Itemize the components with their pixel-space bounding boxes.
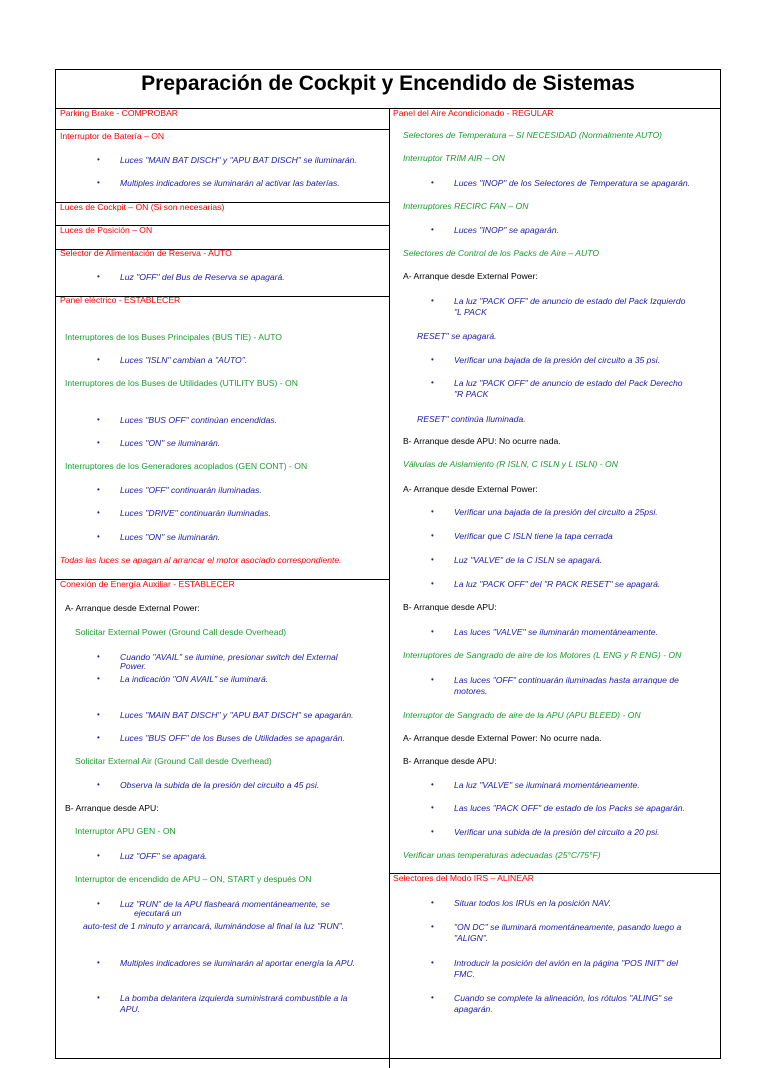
bullet-icon: • [431,898,434,907]
left-line: Panel eléctrico - ESTABLECER [60,295,181,305]
right-line: Selectores de Temperatura – SI NECESIDAD (Normalmente AUTO) [403,130,663,140]
left-line: Luces de Cockpit – ON (Si son necesarias) [60,202,225,212]
right-line: "ON DC" se iluminará momentáneamente, pasando luego a [454,922,682,932]
left-line: Selector de Alimentación de Reserva - AUTO [60,248,232,258]
bullet-icon: • [431,531,434,540]
left-line: B- Arranque desde APU: [65,803,159,813]
bullet-icon: • [431,993,434,1002]
bullet-icon: • [97,780,100,789]
section-rule [56,202,389,203]
bullet-icon: • [431,780,434,789]
right-line: La luz "PACK OFF" de anuncio de estado del Pack Izquierdo [454,296,686,306]
bullet-icon: • [97,272,100,281]
right-line: B- Arranque desde APU: No ocurre nada. [403,436,561,446]
left-line: Interruptor de encendido de APU – ON, START y después ON [75,874,312,884]
left-line: auto-test de 1 minuto y arrancará, iluminándose al final la luz "RUN". [83,921,345,931]
left-line: Solicitar External Power (Ground Call desde Overhead) [75,627,287,637]
right-line: B- Arranque desde APU: [403,756,497,766]
right-line: Interruptor TRIM AIR – ON [403,153,505,163]
bullet-icon: • [97,485,100,494]
left-line: Cuando "AVAIL" se ilumine, presionar switch del External [120,652,338,662]
left-line: APU. [120,1004,141,1014]
bullet-icon: • [97,851,100,860]
right-line: Selectores del Modo IRS – ALINEAR [393,873,534,883]
right-line: apagarán. [454,1004,493,1014]
right-line: Luces "INOP" de los Selectores de Temperatura se apagarán. [454,178,691,188]
left-line: Luces de Posición – ON [60,225,153,235]
left-line: A- Arranque desde External Power: [65,603,200,613]
section-rule [56,579,389,580]
left-line: Interruptores de los Buses de Utilidades (UTILITY BUS) - ON [65,378,298,388]
right-line: La luz "VALVE" se iluminará momentáneamente. [454,780,640,790]
left-line: Conexión de Energía Auxiliar - ESTABLECER [60,579,235,589]
left-line: Interruptores de los Generadores acoplados (GEN CONT) - ON [65,461,308,471]
right-line: Luz "VALVE" de la C ISLN se apagará. [454,555,602,565]
right-line: RESET" se apagará. [417,331,497,341]
bullet-icon: • [97,958,100,967]
bullet-icon: • [97,899,100,908]
bullet-icon: • [431,958,434,967]
right-line: A- Arranque desde External Power: [403,271,538,281]
bullet-icon: • [431,922,434,931]
right-line: Verificar unas temperaturas adecuadas (25°C/75°F) [403,850,601,860]
right-line: A- Arranque desde External Power: [403,484,538,494]
right-line: "ALIGN". [454,933,489,943]
left-line: ejecutará un [134,908,182,918]
right-line: RESET" continúa Iluminada. [417,414,526,424]
bullet-icon: • [431,178,434,187]
left-line: Multiples indicadores se iluminarán al activar las baterías. [120,178,340,188]
bullet-icon: • [431,296,434,305]
left-line: Todas las luces se apagan al arrancar el motor asociado correspondiente. [60,555,342,565]
bullet-icon: • [97,415,100,424]
left-line: Multiples indicadores se iluminarán al aportar energía la APU. [120,958,356,968]
section-rule [56,225,389,226]
right-line: FMC. [454,969,476,979]
section-rule [56,296,389,297]
left-line: Power. [120,661,147,671]
bullet-icon: • [431,803,434,812]
right-line: Interruptor de Sangrado de aire de la APU (APU BLEED) - ON [403,710,641,720]
right-line: Luces "INOP" se apagarán. [454,225,559,235]
right-line: Cuando se complete la alineación, los rótulos "ALING" se [454,993,673,1003]
right-line: Verificar que C ISLN tiene la tapa cerrada [454,531,613,541]
bullet-icon: • [431,555,434,564]
left-line: Luces "BUS OFF" de los Buses de Utilidades se apagarán. [120,733,345,743]
left-line: La bomba delantera izquierda suministrará combustible a la [120,993,348,1003]
right-line: La luz "PACK OFF" de anuncio de estado del Pack Derecho [454,378,683,388]
right-line: "L PACK [454,307,487,317]
left-line: Interruptor APU GEN - ON [75,826,176,836]
right-line: B- Arranque desde APU: [403,602,497,612]
bullet-icon: • [431,355,434,364]
bullet-icon: • [431,507,434,516]
right-line: "R PACK [454,389,489,399]
right-line: Las luces "PACK OFF" de estado de los Packs se apagarán. [454,803,685,813]
left-line: Luces "MAIN BAT DISCH" y "APU BAT DISCH" se apagarán. [120,710,354,720]
bullet-icon: • [431,627,434,636]
page-title: Preparación de Cockpit y Encendido de Sistemas [56,70,720,109]
right-line: Válvulas de Aislamiento (R ISLN, C ISLN y L ISLN) - ON [403,459,618,469]
bullet-icon: • [97,438,100,447]
right-line: Situar todos los IRUs en la posición NAV. [454,898,611,908]
bullet-icon: • [97,178,100,187]
bullet-icon: • [431,225,434,234]
bullet-icon: • [97,355,100,364]
bullet-icon: • [431,827,434,836]
right-line: Selectores de Control de los Packs de Aire – AUTO [403,248,599,258]
left-line: Luces "BUS OFF" continúan encendidas. [120,415,278,425]
bullet-icon: • [97,710,100,719]
section-rule [389,873,720,874]
left-line: Observa la subida de la presión del circuito a 45 psi. [120,780,320,790]
bullet-icon: • [431,579,434,588]
left-line: Interruptores de los Buses Principales (BUS TIE) - AUTO [65,332,282,342]
left-line: Luces "ON" se iluminarán. [120,438,221,448]
section-rule [56,249,389,250]
right-line: Las luces "VALVE" se iluminarán momentáneamente. [454,627,658,637]
bullet-icon: • [97,155,100,164]
right-line: Verificar una subida de la presión del circuito a 20 psi. [454,827,660,837]
left-line: Luces "ON" se iluminarán. [120,532,221,542]
bullet-icon: • [97,993,100,1002]
right-line: motores. [454,686,488,696]
left-line: Luces "MAIN BAT DISCH" y "APU BAT DISCH" se iluminarán. [120,155,357,165]
left-line: Luz "OFF" se apagará. [120,851,208,861]
right-line: Panel del Aire Acondicionado - REGULAR [393,108,554,118]
bullet-icon: • [97,674,100,683]
left-line: La indicación "ON AVAIL" se iluminará. [120,674,269,684]
right-line: Las luces "OFF" continuarán iluminadas hasta arranque de [454,675,679,685]
left-line: Parking Brake - COMPROBAR [60,108,178,118]
left-line: Luz "RUN" de la APU flasheará momentáneamente, se [120,899,330,909]
bullet-icon: • [97,652,100,661]
bullet-icon: • [97,508,100,517]
section-rule [56,129,389,130]
bullet-icon: • [431,675,434,684]
right-line: Verificar una bajada de la presión del circuito a 35 psi. [454,355,661,365]
bullet-icon: • [97,532,100,541]
left-line: Interruptor de Batería – ON [60,131,165,141]
left-line: Luces "OFF" continuarán iluminadas. [120,485,262,495]
left-line: Luces "DRIVE" continuarán iluminadas. [120,508,271,518]
right-line: Interruptores de Sangrado de aire de los Motores (L ENG y R ENG) - ON [403,650,682,660]
left-line: Luces "ISLN" cambian a "AUTO". [120,355,248,365]
right-line: Introducir la posición del avión en la página "POS INIT" del [454,958,678,968]
bullet-icon: • [431,378,434,387]
left-line: Luz "OFF" del Bus de Reserva se apagará. [120,272,285,282]
column-divider [389,108,390,1068]
left-line: Solicitar External Air (Ground Call desde Overhead) [75,756,272,766]
right-line: Interruptores RECIRC FAN – ON [403,201,529,211]
bullet-icon: • [97,733,100,742]
right-line: La luz "PACK OFF" del "R PACK RESET" se apagará. [454,579,661,589]
right-line: Verificar una bajada de la presión del circuito a 25psi. [454,507,658,517]
right-line: A- Arranque desde External Power: No ocurre nada. [403,733,602,743]
